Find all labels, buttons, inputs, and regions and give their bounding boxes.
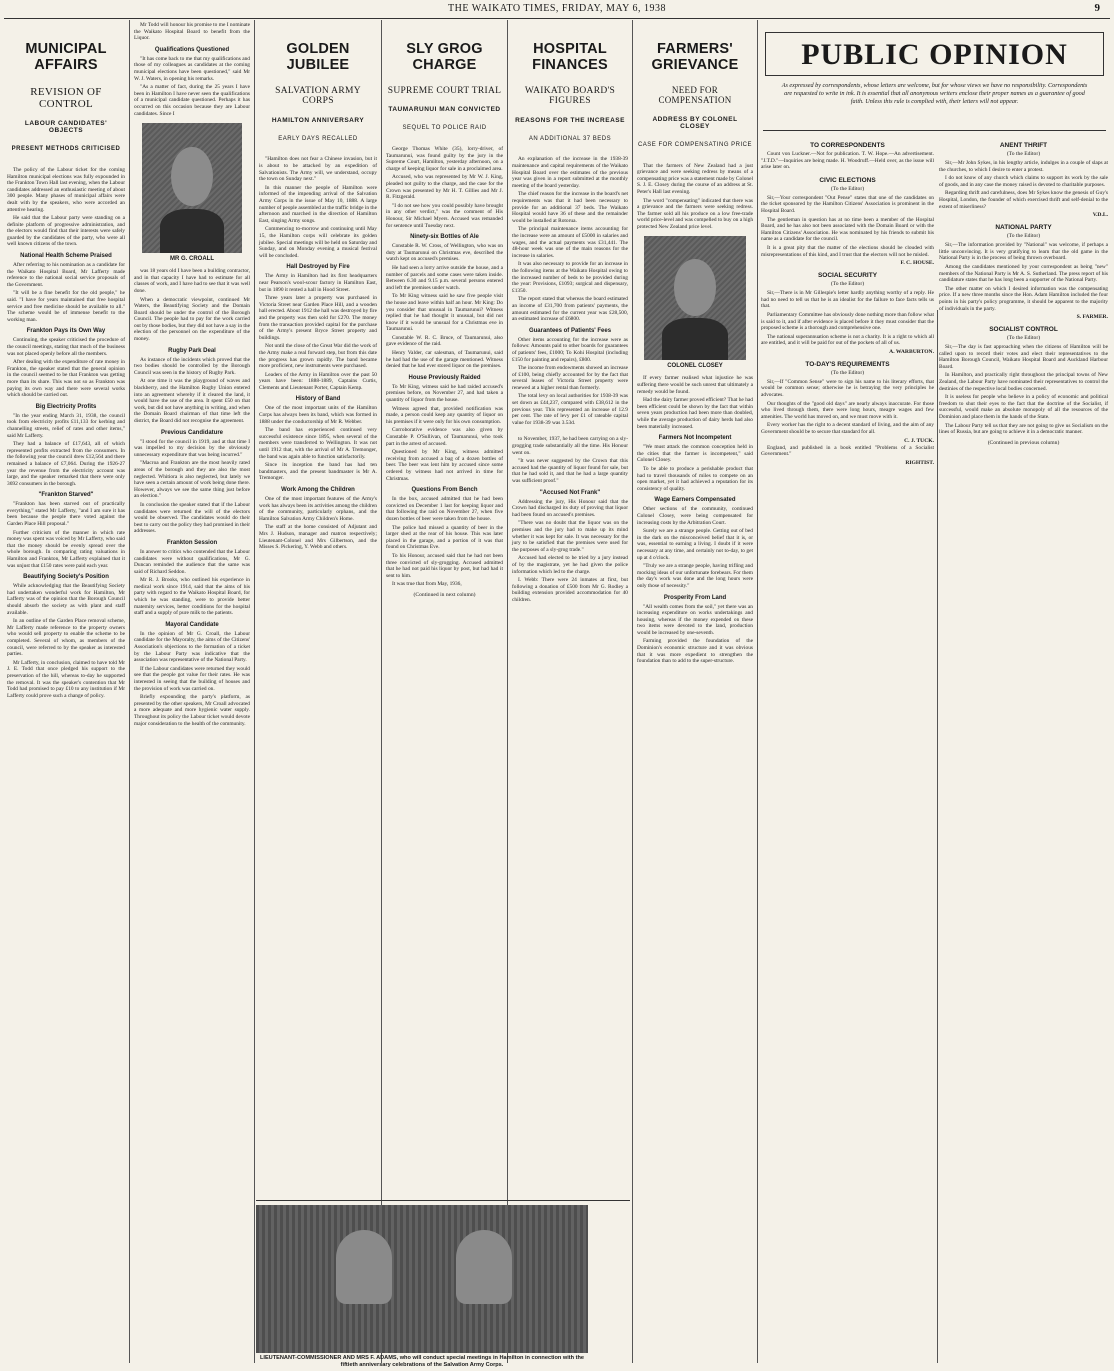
subdeck: ADDRESS BY COLONEL CLOSEY [652, 115, 738, 130]
subheading: Mayoral Candidate [165, 621, 219, 628]
subheading: Prosperity From Land [663, 594, 727, 601]
newspaper-title: THE WAIKATO TIMES, FRIDAY, MAY 6, 1938 [447, 2, 666, 14]
letter-heading: TO CORRESPONDENTS [810, 142, 885, 149]
editor-line: (To the Editor) [830, 281, 865, 288]
letters-right: ANENT THRIFT (To the Editor) Sir,—Mr John Sykes, in his lengthy article, indulges in a couple of slaps at the churches, to which I desire to enter a protest. I do not know of any church which claims to support its work by the sale of goods, and in any case the money raised is devoted to charitable purposes. Regarding thrift and carefulness, does Mr Sykes know the genesis of Guy's Hospital, London, the founder of which exercised thrift and self-denial to the extent of miserliness? V.D.L. NATIONAL PARTY (To the Editor) Sir,—The information provided by "National" was welcome, if perhaps a little unconvincing. It is very gratifying to learn that the old game in the National Party is in the process of being thrown overboard. Among the candidates mentioned by your correspondent as being "new" members of the National Party is Mr A. S. Sutherland. The press report of his candidature states that he has long been a supporter of the National Party. The other matter on which I desired information was the compensating price. If a new three months since the Hon. Adam Hamilton included the four points in his party's policy programme, it should be apparent to the majority of individuals in the party. S. FARMER. SOCIALIST CONTROL (To the Editor) Sir,—The day is fast approaching when the citizens of Hamilton will be called upon to record their votes and elect their representatives to the Hamilton Borough Council, Waikato Hospital Board and Auckland Harbour Board. In Hamilton, and practically right throughout the principal towns of New Zealand, the Labour Party have nominated their representatives to control the destinies of the respective local bodies concerned. It is useless for people who believe in a policy of economic and political freedom to shut their eyes to the fact that the doctrine of the Socialist, if successful, would make an absolute monopoly of all the resources of the Dominion and place them in the hands of the State. The Labour Party tell us that they are not going to give us Socialism on the lines of Russia, but are going to achieve it in a democratic manner. (Continued in previous column) [939, 142, 1108, 446]
paragraph: One of the most important features of the Army's work has always been its activities among the children of the community, particularly orphans, and the Hamilton Salvation Army Children's Home. [259, 496, 377, 522]
paragraph: While acknowledging that the Beautifying Society had undertaken wonderful work for Hamilton, Mr Lafferty was of the opinion that the Borough Council should absorb the society as with plant and staff available. [7, 583, 125, 616]
subdeck: REASONS FOR THE INCREASE [515, 116, 625, 124]
subheading: Rugby Park Deal [168, 347, 216, 354]
subdeck: EARLY DAYS RECALLED [278, 135, 358, 142]
subheading: Ninety-six Bottles of Ale [410, 234, 479, 241]
subheading: Questions From Bench [411, 487, 478, 494]
subheading: Big Electricity Profits [35, 403, 97, 410]
paragraph: Other items accounting for the increase were as follows: Amounts paid to other boards for guarantees of patients' fees, £1000; To Kohi Hospital (including £150 for painting and repairs), £800. [512, 336, 628, 363]
letter-text: Count von Luckner.—Not for publication. T. W. Hope.—An advertisement. "J.T.D."—Inquiries are being made. H. Woodruff.—Held over, as the issue will arise later on. [761, 151, 934, 171]
masthead [0, 0, 1114, 16]
headline: SLY GROG CHARGE [406, 41, 483, 73]
headline: GOLDEN JUBILEE [286, 41, 350, 73]
photo-caption: MR G. CROALL [170, 256, 214, 263]
column-rule [632, 20, 633, 1363]
article-golden-jubilee: GOLDEN JUBILEE SALVATION ARMY CORPS HAMILTON ANNIVERSARY EARLY DAYS RECALLED "Hamilton does not fear a Chinese invasion, but it is about to be attacked by an expedition of Salvationists. The Army will, we understand, occupy the town on Sunday next." In this manner the people of Hamilton were informed of the impending arrival of the Salvation Army Corps in the issue of May 10, 1888. A large number of people assembled at the traffic bridge in the afternoon and marched in the direction of Hamilton East, singing Army songs. Commencing to-morrow and continuing until May 15, the Hamilton corps will celebrate its golden jubilee. Special meetings will be held on Saturday and Sunday, and on Monday evening a musical festival will be concluded. Hall Destroyed by Fire The Army in Hamilton had its first headquarters near Pearson's wool-scour factory in Hamilton East, but in 1890 it rented a hall in Hood Street. Three years later a property was purchased in Victoria Street near Garden Place Hill, and a wooden hall erected. About 1912 the hall was destroyed by fire and the property was then sold for £270. The money from the transaction provided capital for the purchase of the Army's present Bryce Street property and buildings. Not until the close of the Great War did the work of the Army make a real forward step, but from this date the progress has grown rapidly. The band became more proficient, new instruments were purchased. Leaders of the Army in Hamilton over the past 50 years have been: 1888-1889, Captains Curtis, Clements and Lieutenant Porter, Captain Kemp. History of Band One of the most important units of the Hamilton Corps has always been its band, which was formed in 1888 under the conductorship of Mr R. Webber. The band has experienced continued very successful existence since 1895, when several of the members were transferred to Wellington. It was not until 1912 that, with the arrival of Mr A. Tremonger, the band was again able to function satisfactorily. Since its inception the band has had ten bandmasters, and the present bandmaster is Mr A. Tremonger. Work Among the Children One of the most important features of the Army's work has always been its activities among the children of the community, particularly orphans, and the Hamilton Salvation Army Children's Home. The staff at the home consisted of Adjutant and Mrs J. Hudson, manager and matron respectively; Lieutenant-Colonel and Mrs Gilbertson, and the Misses S. Pickering, Y. Webb and others. [259, 41, 378, 551]
signature: RIGHTIST. [905, 459, 934, 466]
portrait-photo [644, 236, 746, 360]
paragraph: Other sections of the community, continued Colonel Closey, were being compensated for increasing costs by the Arbitration Court. [637, 506, 753, 526]
subdeck: PRESENT METHODS CRITICISED [11, 146, 121, 153]
salvation-army-officers-photo [256, 1205, 588, 1353]
photo-caption: COLONEL CLOSEY [667, 363, 723, 370]
subheading: Frankton Session [166, 539, 218, 546]
subdeck: AN ADDITIONAL 37 BEDS [528, 135, 612, 142]
editor-line: (To the Editor) [830, 369, 865, 376]
signature: F. C. HOUSE. [900, 260, 934, 267]
headline: FARMERS' GRIEVANCE [651, 41, 739, 73]
column-rule [507, 20, 508, 1363]
letter-text: Sir,—If "Common Sense" were to sign his name to his literary efforts, that would be common sense; otherwise he is betraying the very principles he advocates. [761, 378, 934, 399]
rule [763, 130, 1106, 131]
paragraph: After referring to his nomination as a candidate for the Waikato Hospital Board, Mr Lafferty made reference to the national social service proposals of the Government. [7, 262, 125, 288]
photo-caption: LIEUTENANT-COMMISSIONER AND MRS F. ADAMS, who will conduct special meetings in Hamilton in connection with the fiftieth anniversary celebrations of the Salvation Army Corps. [259, 1355, 585, 1368]
page-number: 9 [1094, 2, 1100, 14]
paragraph: As instance of the incidents which proved that the two bodies should be controlled by the Borough Council was seen in the history of Rugby Park. [134, 356, 250, 376]
paragraph: "In the year ending March 31, 1938, the council took from electricity profits £11,133 for kerbing and channelling streets, relief of rates and other items," said Mr Lafferty. [7, 412, 125, 439]
subheading: "Frankton Starved" [38, 492, 94, 499]
paragraph: "Frankton has been starved out of practically everything," stated Mr Lafferty, "and I am sure it has been because the people there voted against the Garden Place Hill proposal." [7, 501, 125, 528]
letter-heading: CIVIC ELECTIONS [819, 176, 876, 184]
section-intro: As expressed by correspondents, whose letters are welcome, but for whose views we have no responsibility. Correspondents are requested to write in ink. It is essential that all anonymous writers enclose their proper names as a guarantee of good faith. Unless this rule is complied with, their letters will not appear. [781, 82, 1088, 105]
article-municipal-affairs: MUNICIPAL AFFAIRS REVISION OF CONTROL LABOUR CANDIDATES' OBJECTS PRESENT METHODS CRITICISED The policy of the Labour ticket for the coming Hamilton municipal elections was fully expounded in the Frankton Town Hall last evening, when the Labour candidates addressed an enthusiastic meeting of about 300 people. Many phases of municipal affairs were dealt with by the speakers, who were accorded an attentive hearing. He said that the Labour party were standing on a definite platform of progressive administration, and the electors would find that their interests were safely guarded by the candidates of the party, who were all well known citizens of the town. National Health Scheme Praised After referring to his nomination as a candidate for the Waikato Hospital Board, Mr Lafferty made reference to the national social service proposals of the Government. "It will be a fine benefit for the old people," he said. "I have for years maintained that free hospital service and free medicine should be available to all." The scheme would be of immense benefit to the working man. Frankton Pays its Own Way Continuing, the speaker criticised the procedure of the council meetings, stating that much of the business was not placed openly before all the members. After dealing with the expenditure of rate money in Frankton, the speaker stated that the general opinion in the council seemed to be that Frankton was getting more than its share. This was not so as Frankton was paying its own way and there were several works which should be carried out. Big Electricity Profits "In the year ending March 31, 1938, the council took from electricity profits £11,133 for kerbing and channelling streets, relief of rates and other items," said Mr Lafferty. They had a balance of £17,643, all of which represented profits extracted from the consumers. In the following year the council drew £12,564 and there remained a balance of £7,064. During the 1926-27 year the revenue from the electricity account was large, and the speaker remarked that there were only 3692 consumers in the borough. "Frankton Starved" "Frankton has been starved out of practically everything," stated Mr Lafferty, "and I am sure it has been because the people there voted against the Garden Place Hill proposal." Further criticism of the manner in which rate money was spent was voiced by Mr Lafferty, who said that the money should be evenly spread over the whole borough. In comparing rating valuations in Hamilton and Frankton, Mr Lafferty explained that it was unjust that £150 rates were paid each year. Beautifying Society's Position While acknowledging that the Beautifying Society had undertaken wonderful work for Hamilton, Mr Lafferty was of the opinion that the Borough Council should absorb the society as with plant and staff available. In an outline of the Garden Place removal scheme, Mr Lafferty made reference to the property owners who would sell property to enable the scheme to be completed. Several of whom, as members of the council, were referred to by the speaker as interested parties. Mr Lafferty, in conclusion, claimed to have told Mr J. E. Todd that once pledged his support to the preservation of the hill, whereas to-day he supported the removal. It was the speaker's contention that Mr Todd had promised to pay £10 to any institution if Mr Lafferty could prove such a change of policy. [7, 41, 125, 699]
subheading: Qualifications Questioned [154, 46, 230, 53]
paragraph: In the opinion of Mr G. Croall, the Labour candidate for the Mayoralty, the aims of the Citizens' Association's objections to the formation of a ticket by the Labour Party was indicative that the association was representative of the National Party. [134, 630, 250, 664]
column-rule [129, 20, 130, 1363]
subheading: Work Among the Children [281, 487, 355, 494]
section-title: PUBLIC OPINION [765, 32, 1104, 76]
subheading: Farmers Not Incompetent [658, 435, 732, 442]
article-municipal-continued: Mr Todd will honour his promise to me I nominate the Waikato Hospital Board to benefit from the Liquor. Qualifications Questioned "It has come back to me that my qualifications and those of my colleagues as candidates at the coming municipal elections have been questioned," said Mr W. J. Waters, in opening his remarks. "As a matter of fact, during the 25 years I have been in Hamilton I have never seen the qualifications of a municipal candidate questioned. Perhaps it has occurred on this occasion because they are Labour candidates. Since I MR G. CROALL was 18 years old I have been a building contractor, and in that capacity I have had to estimate for all classes of work, and I have had to see that it was well done. When a democratic viewpoint, continued Mr Waters, the Beautifying Society and the Domain Board should be under the control of the Borough Council. The people had to pay for the work carried out by those bodies, but they did not have a say in the election of the personnel on the expenditure of the money. Rugby Park Deal As instance of the incidents which proved that the two bodies should be controlled by the Borough Council was seen in the history of Rugby Park. At one time it was the playground of waves and blackberry, and the Hamilton Rugby Union entered into an agreement whereby if it cleared the land, it would have the use of the area. It spent £50 on that work, but did not have anything in writing, and when the Domain Board chairman of that time left the district, the Board did not recognise the agreement. Previous Candidature "I stood for the council in 1919, and at that time I was impelled to my decision by the obviously unnecessary expenditure that was being incurred." "Macroa and Frankton are the most heavily rated areas of the borough and they are also the most neglected. Whitiora is also neglected, but lately we have seen a certain amount of work being done there. However, always we see the same thing just before an election." In conclusion the speaker stated that if the Labour candidates were returned the will of the electors would be observed. The candidates would do their best to carry out the policy they had promised in their addresses. Frankton Session In answer to critics who contended that the Labour candidates were without qualifications, Mr G. Duncan reminded the audience that the same was said of Richard Seddon. Mr R. J. Brooks, who outlined his experience in medical work since 1914, said that the aims of his party with regard to the Waikato Hospital Board, for which he was standing, were to provide better maternity services, better conditions for the hospital staff and a supply of pure milk to the patients. Mayoral Candidate In the opinion of Mr G. Croall, the Labour candidate for the Mayoralty, the aims of the Citizens' Association's objections to the formation of a ticket by the Labour Party was indicative that the association was representative of the National Party. If the Labour candidates were returned they would see that the people got value for their rates. He was interested in seeing that the building of houses and the provision of work was carried on. Briefly expounding the party's platform, as presented by the other speakers, Mr Croall advocated a more adequate and more hygienic water supply. Throughout its policy the Labour ticket would devote major consideration to the health of the community. [134, 22, 250, 727]
letter-text: Sir,—There is in Mr Gillespie's letter hardly anything worthy of a reply. He had no need to tell us that he is an idealist for the failure to face facts tells us that. [761, 290, 934, 310]
subheading: House Previously Raided [408, 374, 481, 381]
subheading: Frankton Pays its Own Way [26, 328, 106, 335]
paragraph: "It has come back to me that my qualifications and those of my colleagues as candidates at the coming municipal elections have been questioned," said Mr W. J. Waters, in opening his remarks. [134, 55, 250, 82]
paragraph: If every farmer realised what injustice he was suffering there would be such unrest that ultimately a remedy would be found. [637, 375, 753, 395]
paragraph: The policy of the Labour ticket for the coming Hamilton municipal elections was fully expounded in the Frankton Town Hall last evening, when the Labour candidates addressed an enthusiastic meeting of about 300 people. Many phases of municipal affairs were dealt with by the speakers, who were accorded an attentive hearing. [7, 166, 125, 213]
editor-line: (To the Editor) [830, 185, 865, 192]
subheading: "Accused Not Frank" [539, 489, 601, 496]
paragraph: Addressing the jury, His Honour said that the Crown had discharged its duty of proving that liquor had been found on accused's premises. [512, 498, 628, 518]
column-rule [381, 20, 382, 1363]
letter-heading: SOCIAL SECURITY [817, 272, 878, 280]
public-opinion-section [759, 22, 1110, 1367]
letter-text: Sir,—The day is fast approaching when the citizens of Hamilton will be called upon to record their votes and elect their representatives to the Hamilton Borough Council, Waikato Hospital Board and Auckland Harbour Board. [939, 344, 1108, 370]
subheading: National Health Scheme Praised [20, 253, 112, 260]
letter-heading: ANENT THRIFT [999, 142, 1048, 149]
subdeck: TAUMARUNUI MAN CONVICTED [388, 106, 501, 114]
paragraph: The Army in Hamilton had its first headquarters near Pearson's wool-scour factory in Hamilton East, but in 1890 it rented a hall in Hood Street. [259, 273, 377, 293]
paragraph: In answer to critics who contended that the Labour candidates were without qualifications, Mr G. Duncan reminded the audience that the same was said of Richard Seddon. [134, 548, 250, 575]
paragraph: Mr Todd will honour his promise to me I nominate the Waikato Hospital Board to benefit from the Liquor. [134, 22, 250, 42]
paragraph: One of the most important units of the Hamilton Corps has always been its band, which was formed in 1888 under the conductorship of Mr R. Webber. [259, 405, 377, 425]
deck: SUPREME COURT TRIAL [387, 85, 502, 96]
subdeck: HAMILTON ANNIVERSARY [271, 116, 365, 124]
deck: NEED FOR COMPENSATION [658, 84, 732, 105]
signature: S. FARMER. [1076, 314, 1108, 321]
continued-note: (Continued in previous column) [987, 439, 1060, 446]
editor-line: (To the Editor) [1006, 335, 1041, 342]
paragraph: "All wealth comes from the soil," yet there was an increasing expenditure on works undertakings and housing, whereas if the money expended on these two items were devoted to the land, production would be increased by one-seventh. [637, 603, 753, 636]
top-rule [4, 18, 1110, 19]
paragraph: Constable R. W. Cross, of Wellington, who was on duty at Taumarunui on Christmas eve, described the watch kept on accused's premises. [386, 243, 503, 263]
paragraph: Continuing, the speaker criticised the procedure of the council meetings, stating that much of the business was not placed openly before all the members. [7, 337, 125, 357]
editor-line: (To the Editor) [1006, 151, 1041, 157]
deck: SALVATION ARMY CORPS [275, 85, 361, 107]
subheading: Previous Candidature [160, 429, 223, 436]
letter-text: Sir,—Your correspondent "Out Pense" states that one of the candidates on the ticket sponsored by the Hamilton Citizens' Association is prominent in the Hospital Board. [761, 194, 934, 214]
letter-heading: SOCIALIST CONTROL [989, 326, 1058, 334]
paragraph: "Hamilton does not fear a Chinese invasion, but it is about to be attacked by an expedition of Salvationists. The Army will, we understand, occupy the town on Sunday next." [259, 156, 377, 183]
paragraph: "We must attack the common conception held in the cities that the farmer is incompetent," said Colonel Closey. [637, 444, 753, 464]
headline: MUNICIPAL AFFAIRS [25, 41, 107, 73]
editor-line: (To the Editor) [1006, 233, 1041, 240]
paragraph: was 18 years old I have been a building contractor, and in that capacity I have had to estimate for all classes of work, and I have had to see that it was well done. [134, 268, 250, 294]
letter-heading: TO-DAY'S REQUIREMENTS [805, 360, 890, 368]
signature: C. J. TUCK. [904, 437, 934, 444]
subheading: Hall Destroyed by Fire [286, 264, 350, 271]
paragraph: "I stood for the council in 1919, and at that time I was impelled to my decision by the obviously unnecessary expenditure that was being incurred." [134, 438, 250, 458]
subheading: Beautifying Society's Position [23, 574, 109, 581]
deck: REVISION OF CONTROL [30, 85, 102, 110]
paragraph: George Thomas White (35), lorry-driver, of Taumarunui, was found guilty by the jury in the Supreme Court, Hamilton, yesterday afternoon, on a charge of keeping liquor for sale in a proclaimed area. [386, 146, 503, 172]
letter-text: Sir,—The information provided by "National" was welcome, if perhaps a little unconvincing. It is very gratifying to learn that the old game in the National Party is in the process of being thrown overboard. [939, 242, 1108, 262]
letter-text: Sir,—Mr John Sykes, in his lengthy article, indulges in a couple of slaps at the churches, to which I desire to enter a protest. [939, 160, 1108, 173]
paragraph: That the farmers of New Zealand had a just grievance and were seeking redress by means of a compensating price was a statement made by Colonel S. J. E. Closey during the course of an address at St. Peter's Hall last evening. [637, 162, 753, 195]
article-farmers-grievance: FARMERS' GRIEVANCE NEED FOR COMPENSATION ADDRESS BY COLONEL CLOSEY CASE FOR COMPENSATING PRICE That the farmers of New Zealand had a just grievance and were seeking redress by means of a compensating price was a statement made by Colonel S. J. E. Closey during the course of an address at St. Peter's Hall last evening. The word "compensating" indicated that there was a grievance and the farmers were seeking redress. The farmer sold all his produce on a low free-trade world price-level and was compelled to buy on a high protected New Zealand price level. COLONEL CLOSEY If every farmer realised what injustice he was suffering there would be such unrest that ultimately a remedy would be found. Had the dairy farmer proved efficient? That he had been efficient could be shown by the fact that within seven years production had been more than doubled, while the average production of dairy herds had also been materially increased. Farmers Not Incompetent "We must attack the common conception held in the cities that the farmer is incompetent," said Colonel Closey. To be able to produce a perishable product that had to travel thousands of miles to compete on an open market, yet it had achieved a reputation for its consistency of quality. Wage Earners Compensated Other sections of the community, continued Colonel Closey, were being compensated for increasing costs by the Arbitration Court. Surely we are a strange people. Getting out of bed in the dark on the misconceived belief that it is, or was, essential to earning a living. I doubt if it were necessary at any time, and certainly not to-day, to get up at 4 o'clock. "Truly we are a strange people, having trifling and mocking ideas of our unfortunate forebears. For them the day's work was done and the long hours were only those of necessity." Prosperity From Land "All wealth comes from the soil," yet there was an increasing expenditure on works undertakings and housing, whereas if the money expended on these two items were devoted to the land, production would be increased by one-seventh. Farming provided the foundation of the Dominion's economic structure and it was obvious that it was more expedient to strengthen the foundation than to add to the super-structure. [637, 41, 754, 665]
portrait-photo [142, 123, 242, 253]
headline: HOSPITAL FINANCES [532, 41, 608, 73]
column-rule [254, 20, 255, 1363]
paragraph: In the box, accused admitted that he had been convicted on December 1 last for keeping liquor and that following the raid on November 27, when five dozen bottles of beer were taken from the house. [386, 496, 503, 522]
subheading: Guarantees of Patients' Fees [528, 327, 612, 334]
signature: A. WARBURTON. [889, 348, 934, 355]
signature: V.D.L. [1092, 212, 1108, 219]
deck: WAIKATO BOARD'S FIGURES [524, 85, 616, 107]
continued-note: (Continued in next column) [413, 591, 476, 598]
rule [256, 1200, 630, 1201]
subdeck: LABOUR CANDIDATES' OBJECTS [24, 120, 108, 135]
paragraph: To Mr King, witness said he had raided accused's premises before, on November 27, and had taken a quantity of liquor from the house. [386, 383, 503, 404]
article-hospital-finances: HOSPITAL FINANCES WAIKATO BOARD'S FIGURES REASONS FOR THE INCREASE AN ADDITIONAL 37 BEDS An explanation of the increase in the 1938-39 maintenance and capital requirements of the Waikato Hospital Board over the estimates of the previous year was given in a report submitted at the monthly meeting of the board yesterday. The chief reason for the increase in the board's net requirements was that it had been necessary to provide for an additional 37 beds. The Waikato Hospital would have 36 of these and the remainder would be installed at Rotorua. The principal maintenance items accounting for the increase were an amount of £5000 in salaries and wages, and the actual payments was £31,441. The 48-hour week was one of the main reasons for the increase in salaries. It was also necessary to provide for an increase in the following items at the Waikato Hospital owing to the increased number of beds to be provided during the year: Provisions, £1093; surgical and dispensary, £1350. The report stated that whereas the board estimated an income of £31,700 from patients' payments, the amount estimated for the current year was £28,500, an estimated increase of £6800. Guarantees of Patients' Fees Other items accounting for the increase were as follows: Amounts paid to other boards for guarantees of patients' fees, £1000; To Kohi Hospital (including £150 for painting and repairs), £800. The income from endowments showed an increase of £100, being chiefly accounted for by the fact that several leases of Victoria Street property were renewed at a higher rental than formerly. The total levy on local authorities for 1938-39 was set down as £44,237, compared with £38,612 in the previous year. This represented an increase of 12.9 per cent. The rate of levy per £1 of rateable capital value for 1938-39 was 3.53d. to November, 1937, he had been carrying on a sly-grogging trade substantially all the time. His Honour went on. "It was never suggested by the Crown that this accused had the quantity of liquor found for sale, but that he had sold it, and that he had a large quantity was sufficient proof." "Accused Not Frank" Addressing the jury, His Honour said that the Crown had discharged its duty of proving that liquor had been found on accused's premises. "There was no doubt that the liquor was on the premises and the jury had to make up its mind whether it was kept for sale. It was necessary for the jury to be satisfied that the premises were used for the purposes of a sly-grog trade." Accused had elected to be tried by a jury instead of by the magistrate, yet he had given the police information which led to the charge. I. Webb: There were 24 inmates at first, but following a donation of £500 from Mr G. Rodley a building extension provided accommodation for 40 children. [512, 41, 628, 603]
subdeck: SEQUEL TO POLICE RAID [402, 125, 487, 132]
paragraph: to November, 1937, he had been carrying on a sly-grogging trade substantially all the time. His Honour went on. [512, 436, 628, 456]
letter-heading: NATIONAL PARTY [995, 224, 1052, 232]
subheading: Wage Earners Compensated [654, 497, 736, 504]
article-sly-grog: SLY GROG CHARGE SUPREME COURT TRIAL TAUMARUNUI MAN CONVICTED SEQUEL TO POLICE RAID George Thomas White (35), lorry-driver, of Taumarunui, was found guilty by the jury in the Supreme Court, Hamilton, yesterday afternoon, on a charge of keeping liquor for sale in a proclaimed area. Accused, who was represented by Mr W. J. King, pleaded not guilty to the charge, and the case for the Crown was presented by Mr H. T. Gillies and Mr J. R. Fitzgerald. "I do not see how you could possibly have brought in any other verdict," was the comment of His Honour, Sir Michael Myers. Accused was remanded for sentence until Tuesday next. Ninety-six Bottles of Ale Constable R. W. Cross, of Wellington, who was on duty at Taumarunui on Christmas eve, described the watch kept on accused's premises. He had seen a lorry arrive outside the house, and a number of parcels and some cases were taken inside. Between 6.30 and 9.15 p.m. several persons entered and left the premises under watch. To Mr King witness said he saw five people visit the house and leave within half an hour. Mr King: Do you consider that unusual in Taumarunui? Witness replied that he had thought it unusual, but did not know if it would be unusual for a Christmas eve in Taumarunui. Constable W. R. C. Bruce, of Taumarunui, also gave evidence of the raid. Henry Valder, car salesman, of Taumarunui, said he had had the use of the garage mentioned. Witness denied that he had ever stored liquor on the premises. House Previously Raided To Mr King, witness said he had raided accused's premises before, on November 27, and had taken a quantity of liquor from the house. Witness agreed that, provided notification was made, a person could keep any quantity of liquor on his premises if it were only for his own consumption. Corroborative evidence was also given by Constable P. O'Sullivan, of Taumarunui, who took part in the arrest of accused. Questioned by Mr King, witness admitted receiving from accused a bag of a dozen bottles of beer. The beer was lent him by accused since some ordered by witness had not arrived in time for Christmas. Questions From Bench In the box, accused admitted that he had been convicted on December 1 last for keeping liquor and that following the raid on November 27, when five dozen bottles of beer were taken from the house. The police had missed a quantity of beer in the larger shed at the rear of his house. This was later placed in the garage, and a portion of it was that found on Christmas Eve. To his Honour, accused said that he had not been three convicted of sly-grogging. Accused admitted that he had not paid his liquor by post, but had had it sent to him. It was true that from May, 1936, (Continued in next column) [386, 41, 503, 598]
subheading: History of Band [295, 396, 341, 403]
subdeck: CASE FOR COMPENSATING PRICE [637, 141, 753, 148]
column-rule [757, 20, 758, 1363]
letters-left: TO CORRESPONDENTS Count von Luckner.—Not for publication. T. W. Hope.—An advertisement. "J.T.D."—Inquiries are being made. H. Woodruff.—Held over, as the issue will arise later on. CIVIC ELECTIONS (To the Editor) Sir,—Your correspondent "Out Pense" states that one of the candidates on the ticket sponsored by the Hamilton Citizens' Association is prominent in the Hospital Board. The gentleman in question has at no time been a member of the Hospital Board, and he has also not been associated with the Domain Board or with the Hamilton Citizens' Association. He was nominated by his friends to submit his name as a candidate for the council. It is a great pity that the matter of the elections should be clouded with misrepresentations of this kind, and I trust that the electors will not be misled. F. C. HOUSE. SOCIAL SECURITY (To the Editor) Sir,—There is in Mr Gillespie's letter hardly anything worthy of a reply. He had no need to tell us that he is an idealist for the failure to face facts tells us that. Parliamentary Committee has obviously done nothing more than follow what is said to it, and if after evidence is placed before it they must consider that the proposed scheme is a thorough and comprehensive one. The national superannuation scheme is not a charity. It is a right to which all are entitled, and it will be paid for out of the pockets of all of us. A. WARBURTON. TO-DAY'S REQUIREMENTS (To the Editor) Sir,—If "Common Sense" were to sign his name to his literary efforts, that would be common sense; otherwise he is betraying the very principles he advocates. Our thoughts of the "good old days" are nearly always inaccurate. For those who lived through them, there were long hours, meagre wages and few amenities. The world has moved on, and we must move with it. Every worker has the right to a decent standard of living, and the aim of any Government should be to secure that standard for all. C. J. TUCK. England, and published in a book entitled "Problems of a Socialist Government." RIGHTIST. [761, 142, 934, 466]
paragraph: An explanation of the increase in the 1938-39 maintenance and capital requirements of the Waikato Hospital Board over the estimates of the previous year was given in a report submitted at the monthly meeting of the board yesterday. [512, 156, 628, 189]
